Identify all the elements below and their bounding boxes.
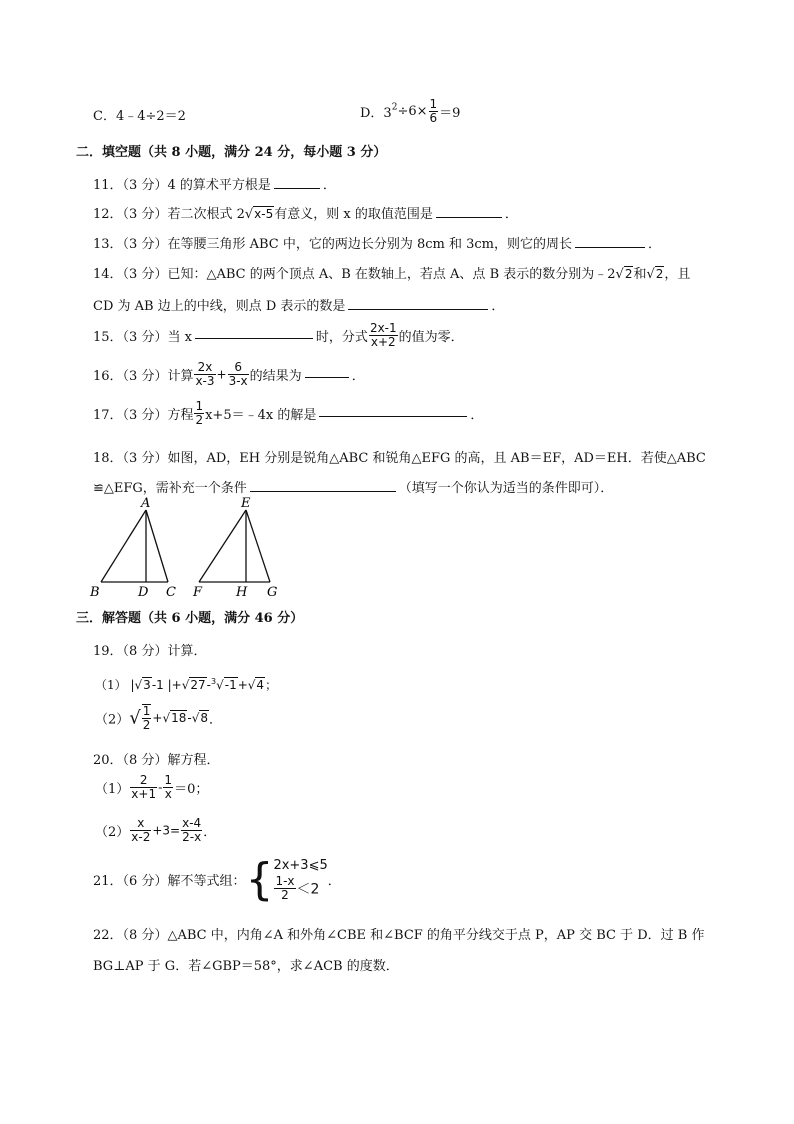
- question-22-line2: BG⊥AP 于 G．若∠GBP＝58°，求∠ACB 的度数．: [93, 959, 399, 974]
- question-18-line2: ≌△EFG，需补充一个条件 （填写一个你认为适当的条件即可）．: [93, 481, 614, 496]
- question-20-part1: （1） $\frac{2}{x+1}$ - $\frac{1}{x}$ ＝0；: [95, 773, 209, 801]
- question-14-line2: CD 为 AB 边上的中线，则点 D 表示的数是 ．: [93, 299, 505, 314]
- label-e: E: [241, 496, 251, 511]
- label-h: H: [236, 585, 248, 600]
- label-g: G: [267, 585, 278, 600]
- question-16: 16．（3 分）计算 $\frac{2x}{x-3}$ + $\frac{6}{3-x}$ 的结果为 ．: [93, 360, 365, 388]
- question-22-line1: 22．（8 分）△ABC 中，内角∠A 和外角∠CBE 和∠BCF 的角平分线交于点 P，AP 交 BC 于 D．过 B 作: [93, 928, 705, 943]
- triangle-efg: [199, 510, 270, 582]
- question-14-line1: 14．（3 分）已知：△ABC 的两个顶点 A、B 在数轴上，若点 A、点 B 表示的数分别为﹣2√2和√2，且: [93, 267, 691, 282]
- question-13: 13．（3 分）在等腰三角形 ABC 中，它的两边长分别为 8cm 和 3cm，则它的周长 ．: [93, 237, 662, 252]
- label-a: A: [141, 496, 151, 511]
- question-19-part1: （1） |√3-1 |+√27-$^3$√-1+√4；: [95, 677, 278, 692]
- question-19: 19．（8 分）计算．: [93, 644, 207, 659]
- section-solve-title: 三．解答题（共 6 小题，满分 46 分）: [76, 611, 304, 626]
- question-11: 11．（3 分）4 的算术平方根是 ．: [93, 178, 336, 193]
- question-12: 12．（3 分）若二次根式 2√x-5有意义，则 x 的取值范围是 ．: [93, 207, 518, 222]
- question-21: 21．（6 分）解不等式组：{ 2x+3⩽5 $\frac{1-x}{2}$ ＜2 ．: [93, 853, 341, 905]
- question-15: 15．（3 分）当 x 时，分式 $\frac{2x-1}{x+2}$ 的值为零．: [93, 321, 464, 349]
- q10-option-d: D．$3^2\div 6\times$ $\frac{1}{6}$ ＝9: [360, 97, 461, 125]
- question-20-part2: （2） $\frac{x}{x-2}$ +3= $\frac{x-4}{2-x}$ ．: [95, 816, 217, 844]
- label-f: F: [193, 585, 203, 600]
- label-c: C: [166, 585, 176, 600]
- section-fill-blank-title: 二．填空题（共 8 小题，满分 24 分，每小题 3 分）: [76, 145, 387, 160]
- triangles-figure: [86, 494, 296, 600]
- question-19-part2: （2）√ $\frac{1}{2}$ +√18-√8．: [95, 704, 223, 732]
- label-d: D: [138, 585, 149, 600]
- q10-option-c: C．4﹣4÷2＝2: [93, 109, 186, 124]
- question-20: 20．（8 分）解方程．: [93, 753, 220, 768]
- triangle-abc: [101, 510, 168, 582]
- question-17: 17．（3 分）方程 $\frac{1}{2}$ x+5＝﹣4x 的解是 ．: [93, 399, 484, 427]
- label-b: B: [90, 585, 100, 600]
- question-18-line1: 18．（3 分）如图，AD，EH 分别是锐角△ABC 和锐角△EFG 的高，且 AB＝EF，AD＝EH．若使△ABC: [93, 451, 706, 466]
